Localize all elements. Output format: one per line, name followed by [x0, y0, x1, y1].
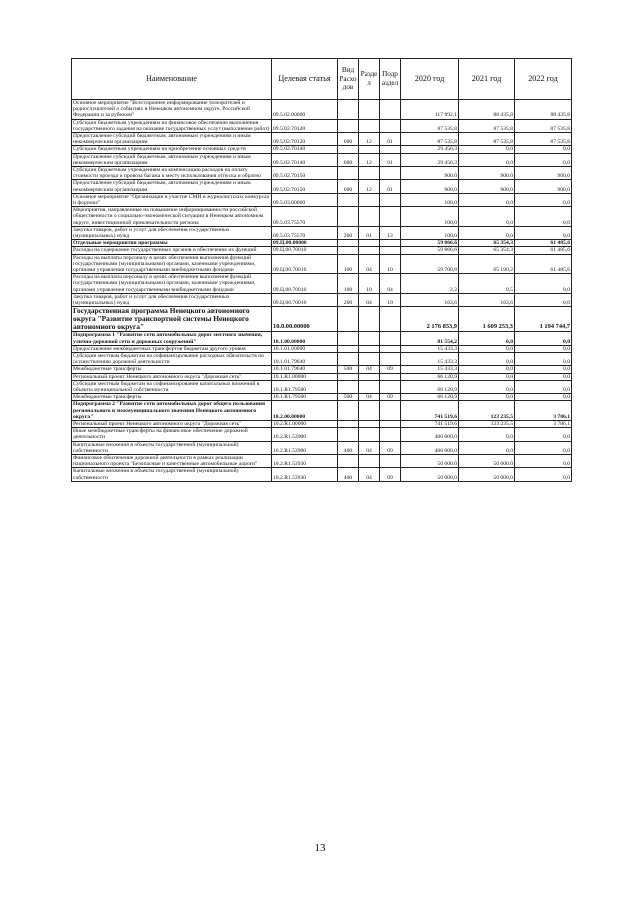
header-name: Наименование	[72, 59, 272, 100]
row-2021-cell: 65 190,2	[459, 254, 515, 274]
row-section-cell: 04	[359, 254, 380, 274]
table-row	[72, 420, 572, 427]
row-target-article-cell: 10.0.00.00000	[272, 307, 338, 332]
table-row	[72, 146, 572, 153]
table-row	[72, 441, 572, 454]
row-2022-cell: 0,0	[515, 373, 572, 380]
table-row	[72, 133, 572, 146]
row-2022-cell: 0,0	[515, 193, 572, 206]
row-section-cell	[359, 428, 380, 441]
row-name-cell: Закупка товаров, работ и услуг для обеспечения государственных (муниципальных) нужд	[72, 226, 272, 239]
row-subsection-cell	[380, 420, 401, 427]
row-name-cell: Подпрограмма 1 "Развитие сети автомобильных дорог местного значения, улично-дорожной сети и дорожных сооружений"	[72, 332, 272, 345]
row-name-cell: Предоставление субсидий бюджетным, автономным учреждениям и иным некоммерческим организациям	[72, 153, 272, 166]
table-row	[72, 274, 572, 294]
row-2022-cell: 0,0	[515, 352, 572, 365]
row-subsection-cell: 01	[380, 133, 401, 146]
row-target-article-cell: 10.2.R1.53900	[272, 441, 338, 454]
row-expense-type-cell	[338, 428, 359, 441]
row-name-cell: Субсидии бюджетным учреждениям на компенсацию расходов на оплату стоимости проезда и провоза багажа к месту использования отпуска и обратно	[72, 167, 272, 180]
row-section-cell: 12	[359, 153, 380, 166]
table-row	[72, 307, 572, 332]
row-subsection-cell: 01	[380, 180, 401, 193]
row-section-cell	[359, 307, 380, 332]
row-2022-cell: 0,0	[515, 332, 572, 345]
row-expense-type-cell: 200	[338, 293, 359, 306]
row-2021-cell: 0,0	[459, 332, 515, 345]
row-subsection-cell: 09	[380, 441, 401, 454]
row-2020-cell: 15 433,3	[401, 352, 459, 365]
row-expense-type-cell	[338, 146, 359, 153]
table-row	[72, 373, 572, 380]
row-expense-type-cell	[338, 380, 359, 393]
table-row	[72, 345, 572, 352]
row-2021-cell: 0,0	[459, 366, 515, 373]
table-row	[72, 167, 572, 180]
row-expense-type-cell	[338, 401, 359, 421]
row-subsection-cell	[380, 401, 401, 421]
table-body	[72, 100, 572, 482]
row-2020-cell: 117 892,1	[401, 100, 459, 120]
row-expense-type-cell: 100	[338, 274, 359, 294]
row-2021-cell: 163,6	[459, 293, 515, 306]
row-expense-type-cell	[338, 247, 359, 254]
row-2020-cell: 400 000,0	[401, 428, 459, 441]
row-2021-cell: 0,0	[459, 345, 515, 352]
row-expense-type-cell: 100	[338, 254, 359, 274]
row-expense-type-cell	[338, 119, 359, 132]
row-2021-cell: 50 000,0	[459, 454, 515, 467]
row-target-article-cell: 10.2.R1.53930	[272, 468, 338, 481]
row-2021-cell: 1 609 253,3	[459, 307, 515, 332]
row-name-cell: Мероприятия, направленные на повышение информированности российской общественности о социально-экономической ситуации в Ненецком автономном округе, инвестиционной привлекательности региона	[72, 207, 272, 227]
row-subsection-cell	[380, 307, 401, 332]
row-2020-cell: 400 000,0	[401, 441, 459, 454]
row-subsection-cell	[380, 428, 401, 441]
row-2020-cell: 100,0	[401, 207, 459, 227]
row-section-cell	[359, 240, 380, 247]
row-subsection-cell	[380, 352, 401, 365]
row-expense-type-cell	[338, 345, 359, 352]
row-2022-cell: 0,0	[515, 274, 572, 294]
row-subsection-cell	[380, 380, 401, 393]
row-subsection-cell	[380, 240, 401, 247]
row-expense-type-cell: 600	[338, 180, 359, 193]
row-section-cell	[359, 454, 380, 467]
page-number: 13	[314, 842, 326, 854]
row-2022-cell: 0,0	[515, 454, 572, 467]
row-section-cell: 04	[359, 468, 380, 481]
row-name-cell: Иные межбюджетные трансферты на финансовое обеспечение дорожной деятельности	[72, 428, 272, 441]
row-name-cell: Субсидии местным бюджетам на софинансирование расходных обязательств по осуществлению дорожной деятельности	[72, 352, 272, 365]
row-subsection-cell: 13	[380, 226, 401, 239]
row-section-cell	[359, 207, 380, 227]
row-expense-type-cell	[338, 454, 359, 467]
row-2020-cell: 50 000,0	[401, 454, 459, 467]
row-2022-cell: 87 535,8	[515, 119, 572, 132]
row-subsection-cell: 01	[380, 153, 401, 166]
row-name-cell: Основное мероприятие "Организация и участие СМИ в журналистских конкурсах и форумах"	[72, 193, 272, 206]
row-subsection-cell	[380, 247, 401, 254]
row-2021-cell: 87 535,8	[459, 133, 515, 146]
row-name-cell: Субсидии местным бюджетам на софинансирование капитальных вложений в объекты муниципальной собственности	[72, 380, 272, 393]
row-2021-cell: 65 354,3	[459, 240, 515, 247]
row-section-cell	[359, 119, 380, 132]
row-target-article-cell: 10.1.01.79640	[272, 366, 338, 373]
row-name-cell: Субсидии бюджетным учреждениям на приобретение основных средств	[72, 146, 272, 153]
row-subsection-cell	[380, 332, 401, 345]
row-2022-cell: 0,0	[515, 380, 572, 393]
row-2020-cell: 87 535,8	[401, 119, 459, 132]
row-subsection-cell	[380, 454, 401, 467]
row-2022-cell: 0,0	[515, 226, 572, 239]
row-target-article-cell: 09.5.02.70150	[272, 167, 338, 180]
row-expense-type-cell	[338, 332, 359, 345]
row-2022-cell: 0,0	[515, 441, 572, 454]
row-subsection-cell: 10	[380, 254, 401, 274]
row-expense-type-cell	[338, 420, 359, 427]
row-expense-type-cell: 500	[338, 394, 359, 401]
row-2020-cell: 29 456,3	[401, 146, 459, 153]
row-name-cell: Государственная программа Ненецкого автономного округа "Развитие транспортной системы Ненецкого автономного округа"	[72, 307, 272, 332]
row-expense-type-cell	[338, 167, 359, 180]
row-target-article-cell: 09.5.02.70140	[272, 146, 338, 153]
row-expense-type-cell: 600	[338, 153, 359, 166]
row-2022-cell: 0,0	[515, 207, 572, 227]
row-target-article-cell: 09.5.03.00000	[272, 193, 338, 206]
table-row	[72, 254, 572, 274]
row-2020-cell: 741 519,6	[401, 420, 459, 427]
row-2021-cell: 0,5	[459, 274, 515, 294]
table-row	[72, 380, 572, 393]
row-name-cell: Капитальные вложения в объекты государственной (муниципальной) собственности	[72, 468, 272, 481]
row-section-cell	[359, 332, 380, 345]
budget-table	[71, 58, 572, 482]
table-row	[72, 366, 572, 373]
row-2021-cell: 0,0	[459, 352, 515, 365]
row-2021-cell: 123 235,5	[459, 401, 515, 421]
row-name-cell: Региональный проект Ненецкого автономного округа "Дорожная сеть"	[72, 373, 272, 380]
row-section-cell	[359, 352, 380, 365]
row-section-cell: 12	[359, 180, 380, 193]
row-target-article-cell: 09.Ц.00.70010	[272, 293, 338, 306]
row-2020-cell: 900,0	[401, 180, 459, 193]
table-row	[72, 180, 572, 193]
row-2022-cell: 88 435,8	[515, 100, 572, 120]
row-2022-cell: 0,0	[515, 293, 572, 306]
header-2022: 2022 год	[515, 59, 572, 100]
row-section-cell: 04	[359, 441, 380, 454]
row-name-cell: Подпрограмма 2 "Развитие сети автомобильных дорог общего пользования регионального и межмуниципального значения Ненецкого автономного округа"	[72, 401, 272, 421]
row-target-article-cell: 09.5.03.75570	[272, 226, 338, 239]
row-target-article-cell: 09.5.03.75570	[272, 207, 338, 227]
row-name-cell: Отдельные мероприятия программы	[72, 240, 272, 247]
row-expense-type-cell	[338, 352, 359, 365]
table-row	[72, 332, 572, 345]
row-expense-type-cell	[338, 207, 359, 227]
table-row	[72, 207, 572, 227]
row-target-article-cell: 09.5.02.70140	[272, 153, 338, 166]
row-name-cell: Межбюджетные трансферты	[72, 394, 272, 401]
row-2020-cell: 59 866,6	[401, 247, 459, 254]
row-expense-type-cell	[338, 100, 359, 120]
row-expense-type-cell: 400	[338, 441, 359, 454]
row-section-cell	[359, 100, 380, 120]
table-row	[72, 468, 572, 481]
row-2021-cell: 0,0	[459, 428, 515, 441]
row-section-cell	[359, 373, 380, 380]
row-section-cell	[359, 401, 380, 421]
row-expense-type-cell	[338, 373, 359, 380]
row-target-article-cell: 09.Ц.00.00000	[272, 240, 338, 247]
row-2021-cell: 0,0	[459, 207, 515, 227]
row-section-cell	[359, 167, 380, 180]
row-name-cell: Финансовое обеспечение дорожной деятельности в рамках реализации национального проекта "Безопасные и качественные автомобильные дороги"	[72, 454, 272, 467]
row-target-article-cell: 09.Ц.00.70010	[272, 247, 338, 254]
row-2020-cell: 2 176 853,9	[401, 307, 459, 332]
row-2021-cell: 0,0	[459, 153, 515, 166]
row-2020-cell: 100,0	[401, 193, 459, 206]
table-row	[72, 193, 572, 206]
row-section-cell: 04	[359, 394, 380, 401]
row-2020-cell: 163,6	[401, 293, 459, 306]
row-name-cell: Субсидии бюджетным учреждениям на финансовое обеспечение выполнения государственного задания на оказание государственных услуг (выполнение работ)	[72, 119, 272, 132]
row-target-article-cell: 10.1.01.00000	[272, 345, 338, 352]
row-name-cell: Расходы на выплаты персоналу в целях обеспечения выполнения функций государственными (муниципальными) органами, казенными учреждениями, органами управления государственными внебюджетными фондами	[72, 274, 272, 294]
row-expense-type-cell: 600	[338, 133, 359, 146]
row-subsection-cell	[380, 345, 401, 352]
row-section-cell: 04	[359, 293, 380, 306]
row-subsection-cell: 10	[380, 293, 401, 306]
row-section-cell	[359, 380, 380, 393]
row-2022-cell: 3 786,1	[515, 420, 572, 427]
row-2022-cell: 0,0	[515, 345, 572, 352]
row-name-cell: Региональный проект Ненецкого автономного округа "Дорожная сеть"	[72, 420, 272, 427]
row-section-cell	[359, 146, 380, 153]
row-2022-cell: 0,0	[515, 153, 572, 166]
row-section-cell: 04	[359, 366, 380, 373]
row-2021-cell: 88 435,8	[459, 100, 515, 120]
table-row	[72, 454, 572, 467]
row-name-cell: Закупка товаров, работ и услуг для обеспечения государственных (муниципальных) нужд	[72, 293, 272, 306]
table-row	[72, 293, 572, 306]
row-expense-type-cell	[338, 240, 359, 247]
table-row	[72, 428, 572, 441]
row-subsection-cell: 09	[380, 394, 401, 401]
header-target-article: Целевая статья	[272, 59, 338, 100]
row-subsection-cell	[380, 193, 401, 206]
row-2021-cell: 900,0	[459, 167, 515, 180]
row-2022-cell: 0,0	[515, 468, 572, 481]
row-target-article-cell: 10.1.R1.79500	[272, 394, 338, 401]
row-2022-cell: 0,0	[515, 428, 572, 441]
row-2021-cell: 87 535,8	[459, 119, 515, 132]
row-2020-cell: 66 120,9	[401, 373, 459, 380]
row-name-cell: Расходы на выплаты персоналу в целях обеспечения выполнения функций государственными (муниципальными) органами, казенными учреждениями, органами управления государственными внебюджетными фондами	[72, 254, 272, 274]
row-subsection-cell: 09	[380, 468, 401, 481]
row-2020-cell: 66 120,9	[401, 394, 459, 401]
row-expense-type-cell: 500	[338, 366, 359, 373]
header-2021: 2021 год	[459, 59, 515, 100]
row-target-article-cell: 10.1.00.00000	[272, 332, 338, 345]
row-subsection-cell: 04	[380, 274, 401, 294]
row-name-cell: Предоставление субсидий бюджетным, автономным учреждениям и иным некоммерческим организациям	[72, 133, 272, 146]
row-target-article-cell: 10.1.R1.00000	[272, 373, 338, 380]
row-section-cell: 10	[359, 274, 380, 294]
row-name-cell: Расходы на содержание государственных органов и обеспечение их функций	[72, 247, 272, 254]
row-2021-cell: 0,0	[459, 441, 515, 454]
row-section-cell	[359, 247, 380, 254]
row-subsection-cell	[380, 167, 401, 180]
table-row	[72, 119, 572, 132]
row-2021-cell: 50 000,0	[459, 468, 515, 481]
row-target-article-cell: 09.Ц.00.70010	[272, 254, 338, 274]
row-2020-cell: 900,0	[401, 167, 459, 180]
row-2020-cell: 81 554,2	[401, 332, 459, 345]
row-section-cell: 12	[359, 133, 380, 146]
row-2021-cell: 0,0	[459, 380, 515, 393]
row-section-cell	[359, 420, 380, 427]
row-2021-cell: 0,0	[459, 226, 515, 239]
row-2021-cell: 0,0	[459, 193, 515, 206]
row-2020-cell: 50 000,0	[401, 468, 459, 481]
row-subsection-cell	[380, 100, 401, 120]
row-2020-cell: 66 120,9	[401, 380, 459, 393]
row-subsection-cell	[380, 146, 401, 153]
row-target-article-cell: 09.5.02.70150	[272, 180, 338, 193]
row-target-article-cell: 09.5.02.70120	[272, 119, 338, 132]
row-2022-cell: 1 194 744,7	[515, 307, 572, 332]
row-2022-cell: 0,0	[515, 146, 572, 153]
row-2020-cell: 2,2	[401, 274, 459, 294]
row-2020-cell: 741 519,6	[401, 401, 459, 421]
row-2022-cell: 0,0	[515, 366, 572, 373]
row-name-cell: Межбюджетные трансферты	[72, 366, 272, 373]
row-2021-cell: 123 235,5	[459, 420, 515, 427]
row-2022-cell: 87 535,8	[515, 133, 572, 146]
row-2022-cell: 61 485,6	[515, 240, 572, 247]
table-row	[72, 153, 572, 166]
row-2020-cell: 59 700,8	[401, 254, 459, 274]
row-expense-type-cell	[338, 307, 359, 332]
row-2021-cell: 65 354,3	[459, 247, 515, 254]
row-target-article-cell: 10.2.00.00000	[272, 401, 338, 421]
row-target-article-cell: 10.2.R1.53900	[272, 428, 338, 441]
header-subsection: Подр аздел	[380, 59, 401, 100]
row-2020-cell: 15 433,3	[401, 366, 459, 373]
row-target-article-cell: 09.5.02.70120	[272, 133, 338, 146]
row-2021-cell: 0,0	[459, 394, 515, 401]
header-section: Разде л	[359, 59, 380, 100]
row-expense-type-cell: 400	[338, 468, 359, 481]
row-name-cell: Предоставление межбюджетных трансфертов бюджетам другого уровня	[72, 345, 272, 352]
row-name-cell: Капитальные вложения в объекты государственной (муниципальной) собственности	[72, 441, 272, 454]
table-row	[72, 240, 572, 247]
row-2022-cell: 900,0	[515, 180, 572, 193]
row-2022-cell: 61 485,6	[515, 254, 572, 274]
row-2022-cell: 61 485,6	[515, 247, 572, 254]
row-expense-type-cell	[338, 193, 359, 206]
row-name-cell: Основное мероприятие "Всестороннее информирование телезрителей и радиослушателей о событиях в Ненецком автономном округе, Российской Федерации и за рубежом"	[72, 100, 272, 120]
row-2020-cell: 87 535,8	[401, 133, 459, 146]
header-expense-type: Вид Расхо дов	[338, 59, 359, 100]
row-2020-cell: 100,0	[401, 226, 459, 239]
row-2022-cell: 900,0	[515, 167, 572, 180]
table-row	[72, 401, 572, 421]
row-2021-cell: 900,0	[459, 180, 515, 193]
row-section-cell	[359, 193, 380, 206]
table-row	[72, 100, 572, 120]
row-target-article-cell: 09.5.02.00000	[272, 100, 338, 120]
row-2020-cell: 59 866,6	[401, 240, 459, 247]
row-target-article-cell: 09.Ц.00.70010	[272, 274, 338, 294]
row-name-cell: Предоставление субсидий бюджетным, автономным учреждениям и иным некоммерческим организациям	[72, 180, 272, 193]
row-target-article-cell: 10.2.R1.00000	[272, 420, 338, 427]
row-2020-cell: 29 456,3	[401, 153, 459, 166]
row-2020-cell: 15 433,3	[401, 345, 459, 352]
header-2020: 2020 год	[401, 59, 459, 100]
row-subsection-cell	[380, 373, 401, 380]
row-target-article-cell: 10.2.R1.53930	[272, 454, 338, 467]
row-2021-cell: 0,0	[459, 146, 515, 153]
row-subsection-cell: 09	[380, 366, 401, 373]
row-2021-cell: 0,0	[459, 373, 515, 380]
row-2022-cell: 0,0	[515, 394, 572, 401]
row-target-article-cell: 10.1.R1.79500	[272, 380, 338, 393]
table-row	[72, 352, 572, 365]
row-section-cell	[359, 345, 380, 352]
table-header-row	[72, 59, 572, 100]
table-row	[72, 247, 572, 254]
row-section-cell: 01	[359, 226, 380, 239]
row-target-article-cell: 10.1.01.79640	[272, 352, 338, 365]
row-subsection-cell	[380, 119, 401, 132]
table-row	[72, 394, 572, 401]
row-subsection-cell	[380, 207, 401, 227]
row-2022-cell: 3 786,1	[515, 401, 572, 421]
table-row	[72, 226, 572, 239]
row-expense-type-cell: 200	[338, 226, 359, 239]
